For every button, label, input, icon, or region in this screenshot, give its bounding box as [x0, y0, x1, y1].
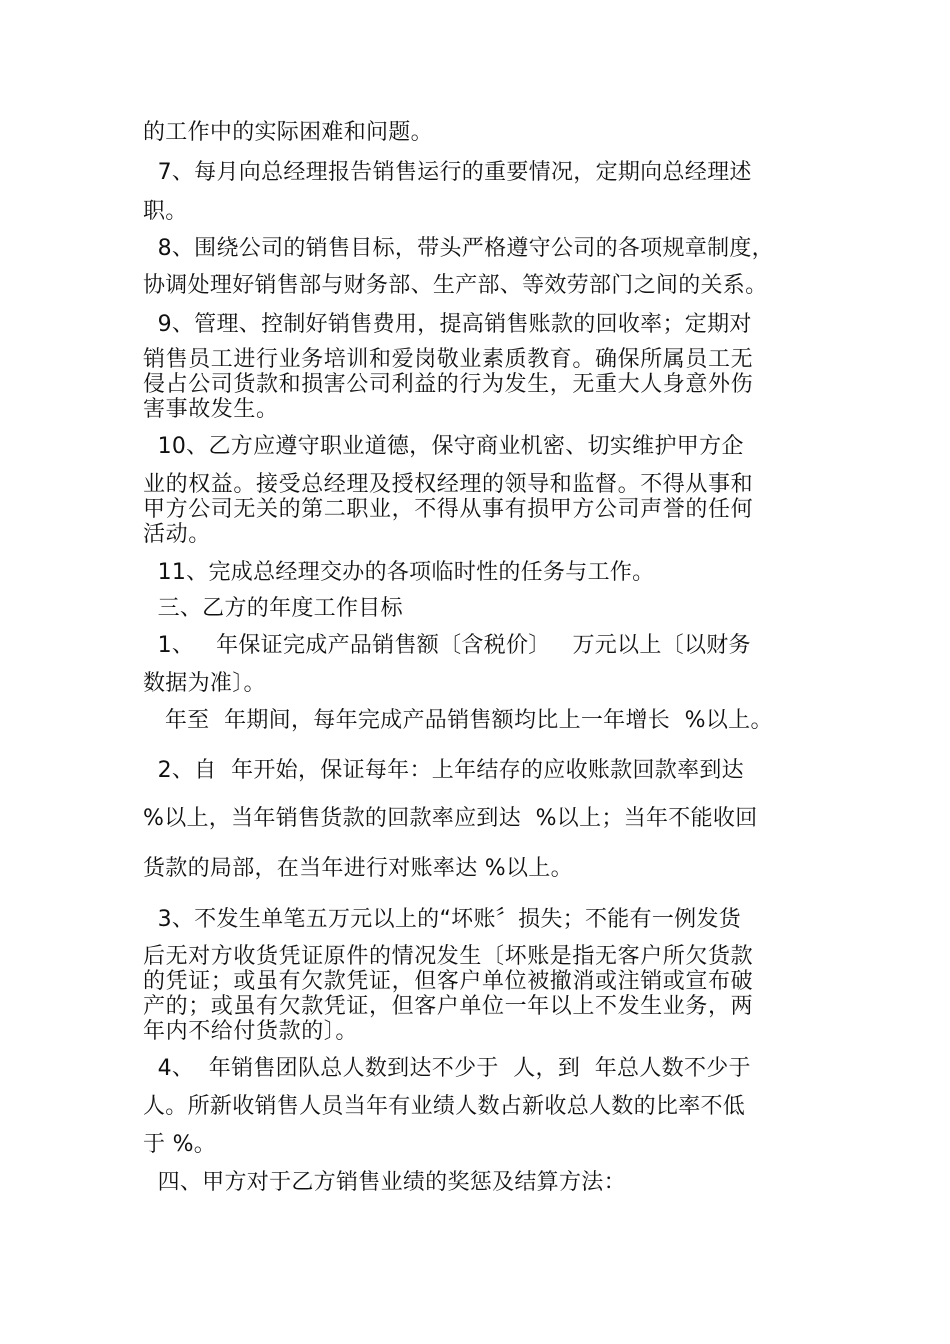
text-line: 年至 年期间，每年完成产品销售额均比上一年增长 %以上。	[143, 708, 773, 733]
text-line: 7、每月向总经理报告销售运行的重要情况，定期向总经理述	[143, 160, 752, 185]
section-heading: 三、乙方的年度工作目标	[143, 596, 403, 621]
section-heading: 四、甲方对于乙方销售业绩的奖惩及结算方法：	[143, 1170, 626, 1195]
text-line: 侵占公司货款和损害公司利益的行为发生，无重大人身意外伤	[143, 372, 754, 397]
text-line: 年内不给付货款的〕。	[143, 1019, 359, 1044]
text-line: 的工作中的实际困难和问题。	[143, 120, 433, 145]
text-line: 4、 年销售团队总人数到达不少于 人，到 年总人数不少于	[143, 1056, 751, 1081]
text-line: 销售员工进行业务培训和爱岗敬业素质教育。确保所属员工无	[143, 347, 754, 372]
text-line: 害事故发生。	[143, 397, 279, 422]
text-line: 1、 年保证完成产品销售额〔含税价〕 万元以上〔以财务	[143, 633, 751, 658]
text-line: 9、管理、控制好销售费用，提高销售账款的回收率；定期对	[143, 312, 752, 337]
text-line: 于 %。	[143, 1132, 217, 1157]
text-line: 后无对方收货凭证原件的情况发生〔坏账是指无客户所欠货款	[143, 944, 754, 969]
text-line: 11、完成总经理交办的各项临时性的任务与工作。	[143, 560, 655, 585]
text-line: 8、围绕公司的销售目标，带头严格遵守公司的各项规章制度，	[143, 236, 774, 261]
text-line: 3、不发生单笔五万元以上的“坏账〞损失；不能有一例发货	[143, 907, 742, 932]
text-line: 协调处理好销售部与财务部、生产部、等效劳部门之间的关系。	[143, 273, 768, 298]
text-line: 货款的局部，在当年进行对账率达 %以上。	[143, 856, 573, 881]
text-line: 业的权益。接受总经理及授权经理的领导和监督。不得从事和	[143, 472, 754, 497]
text-line: 产的；或虽有欠款凭证，但客户单位一年以上不发生业务，两	[143, 994, 754, 1019]
text-line: 活动。	[143, 522, 211, 547]
text-line: %以上，当年销售货款的回款率应到达 %以上；当年不能收回	[143, 806, 758, 831]
text-line: 甲方公司无关的第二职业，不得从事有损甲方公司声誉的任何	[143, 497, 754, 522]
text-line: 2、自 年开始，保证每年：上年结存的应收账款回款率到达	[143, 758, 744, 783]
text-line: 数据为准〕。	[143, 671, 266, 696]
text-line: 10、乙方应遵守职业道德，保守商业机密、切实维护甲方企	[143, 434, 744, 459]
text-line: 的凭证；或虽有欠款凭证，但客户单位被撤消或注销或宣布破	[143, 969, 754, 994]
text-line: 人。所新收销售人员当年有业绩人数占新收总人数的比率不低	[143, 1094, 746, 1119]
text-line: 职。	[143, 199, 188, 224]
